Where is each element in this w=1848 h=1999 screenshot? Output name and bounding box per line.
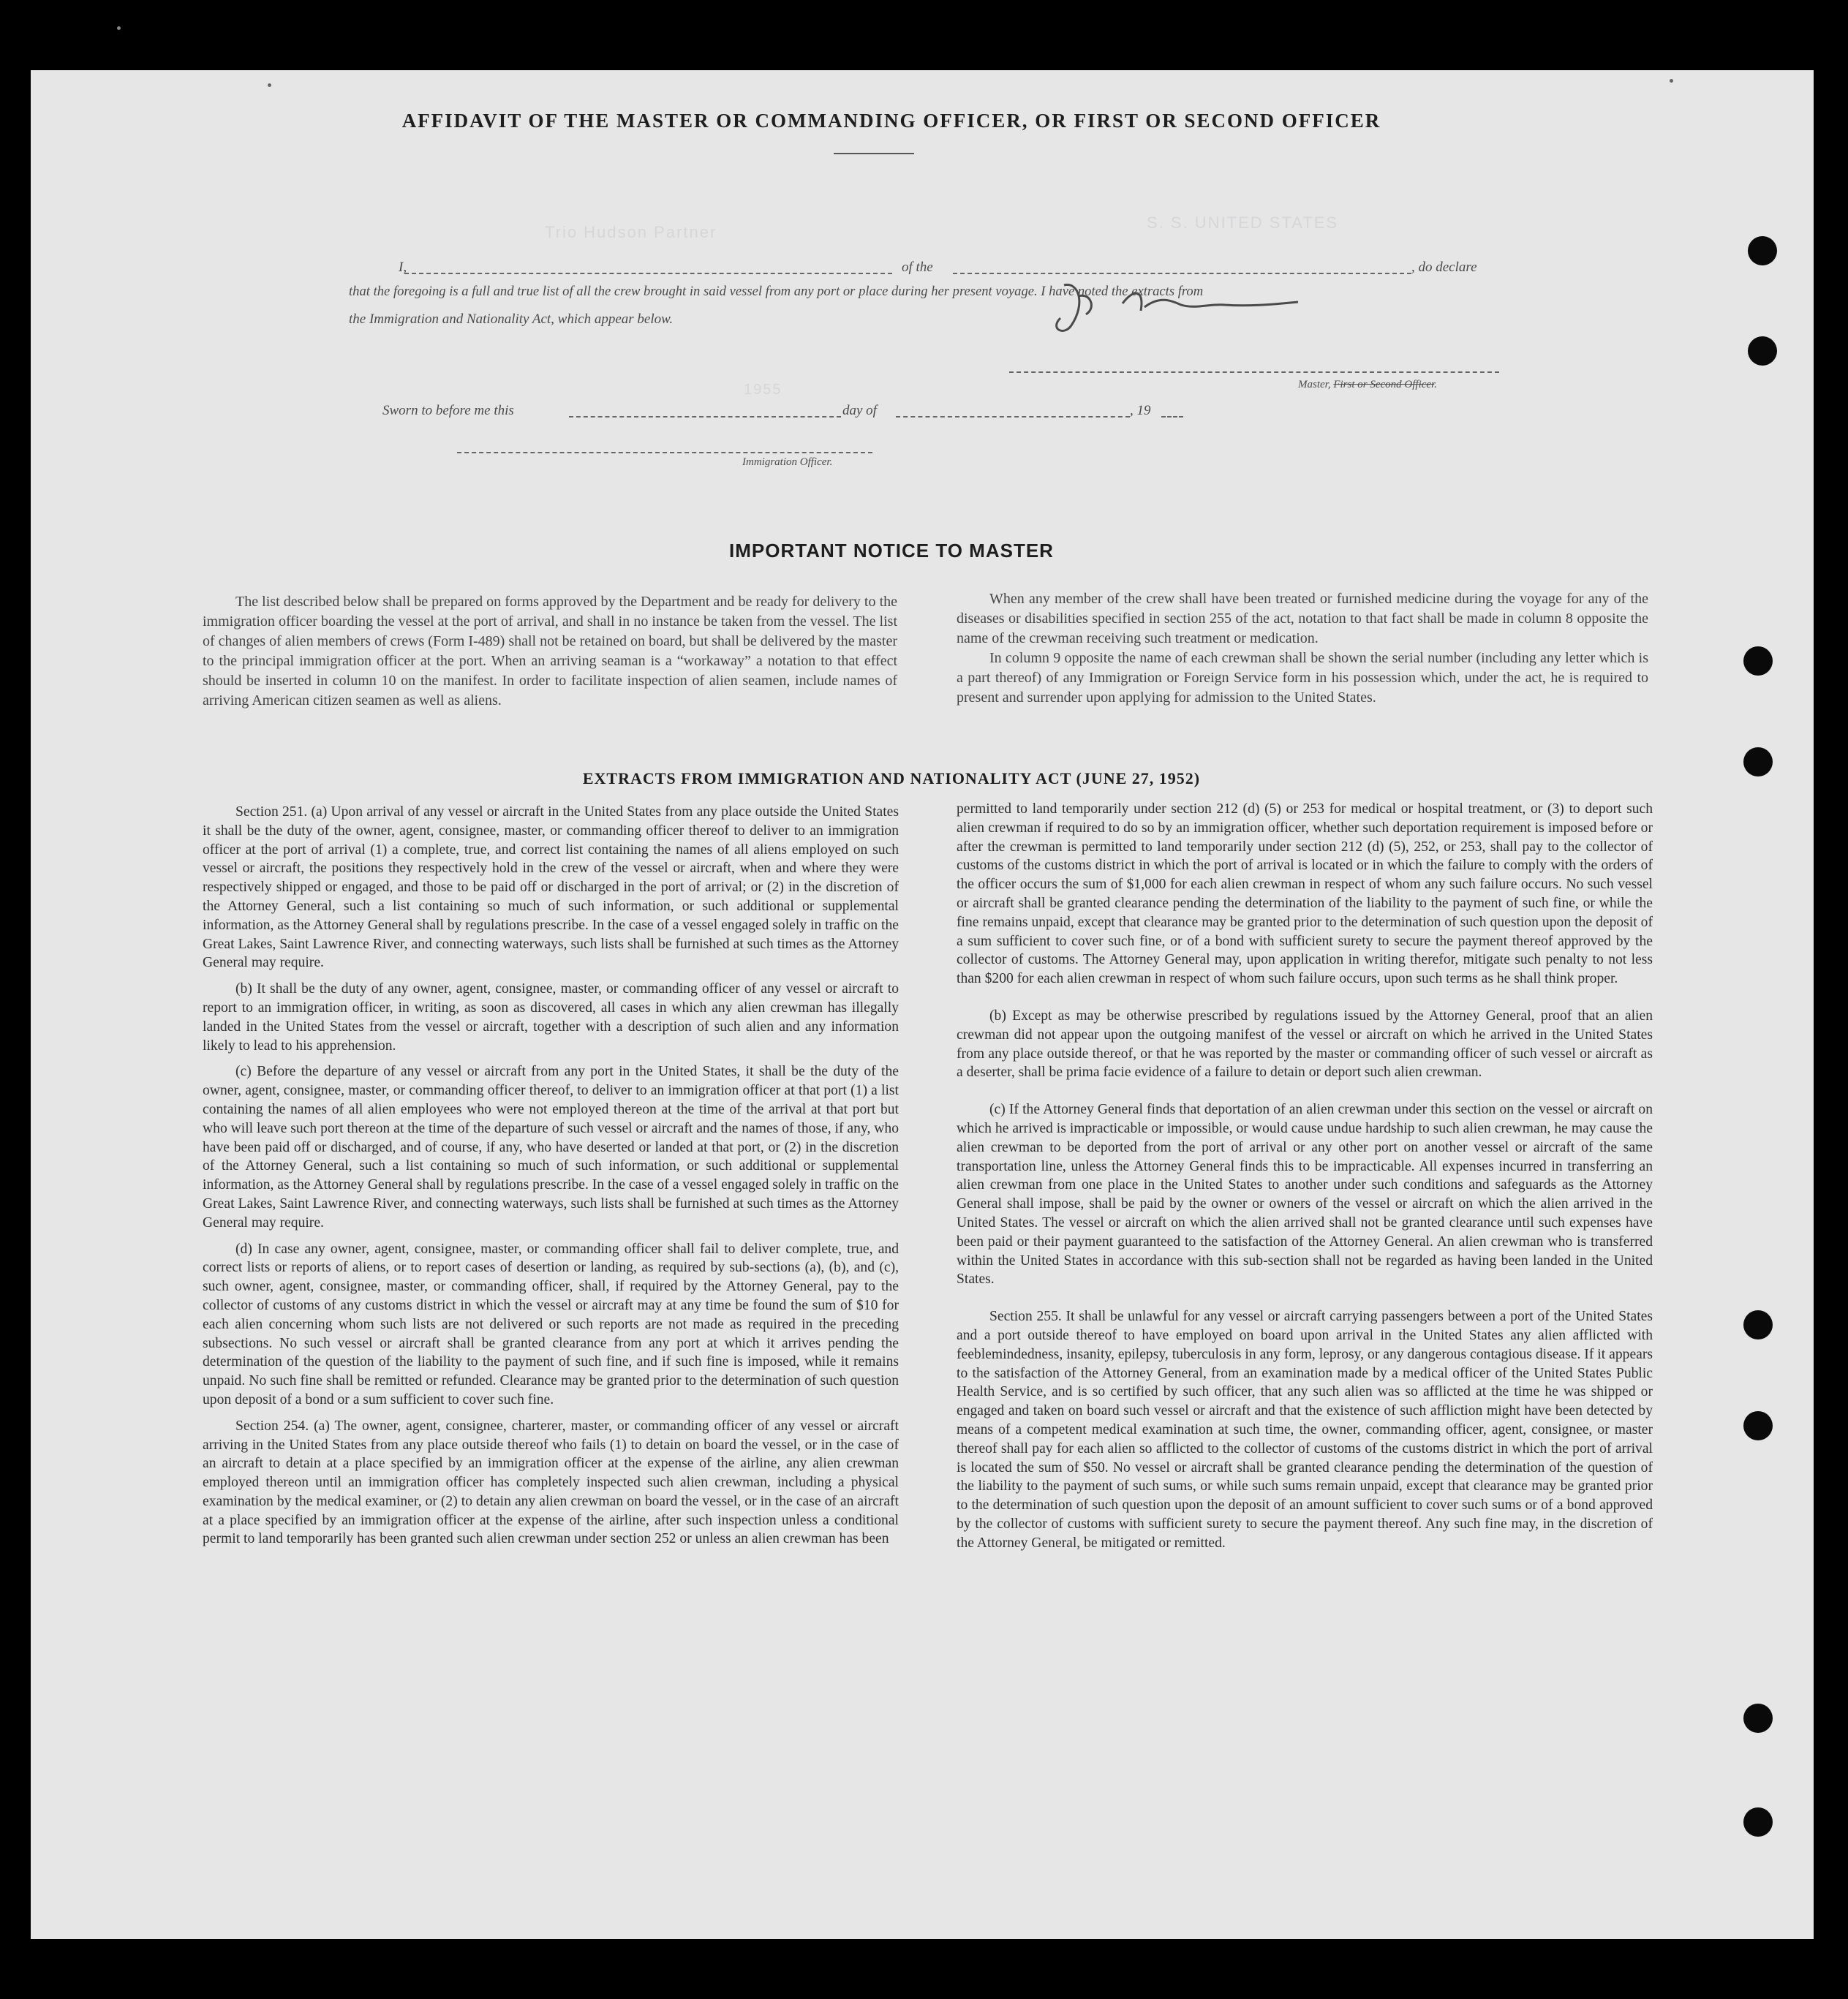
section-255: Section 255. It shall be unlawful for any vessel or aircraft carrying passengers between a port of the United States and a port outside thereof to have employed on board upon arrival in the United States any alien afflicted with feeblemindedness, insanity, epilepsy, tuberculosis in any form, leprosy, or any dangerous contagious disease. If it appears to the satisfaction of the Attorney General, from an examination made by a medical officer of the United States Public Health Service, and is so certified by such officer, that any such alien was so afflicted at the time he was shipped or engaged and taken on board such vessel or aircraft and that the existence of such affliction might have been detected by means of a competent medical examination at such time, the owner, commanding officer, agent, consignee, or master thereof shall pay for each alien so afflicted to the collector of customs of the customs district in which the port of arrival is located the sum of $50. No vessel or aircraft shall be granted clearance pending the determination of the question of the liability to the payment of such sums, or while such sums remain unpaid, except that clearance may be granted prior to the determination of such question upon the deposit of an amount sufficient to cover such sums or of a bond approved by the collector of customs with sufficient surety to secure the payment thereof. Any such fine may, in the discretion of the Attorney General, be mitigated or remitted. [957, 1309, 1653, 1551]
notice-right-paragraph-1: When any member of the crew shall have been treated or furnished medicine during the voyage for any of the diseases or disabilities specified in section 255 of the act, notation to that fact shall be made in column 8 opposite the name of the crewman receiving such treatment or medication. [957, 591, 1648, 646]
extracts-heading: EXTRACTS FROM IMMIGRATION AND NATIONALITY ACT (JUNE 27, 1952) [582, 769, 1201, 787]
extracts-left-column [203, 803, 899, 1556]
declaration-do-declare: , do declare [1411, 260, 1477, 275]
notice-left-column [203, 592, 897, 711]
master-signature [1035, 274, 1313, 340]
immigration-officer-line [457, 452, 872, 453]
faded-year-stamp: 1955 [744, 382, 782, 398]
declaration-of-the: of the [902, 260, 933, 275]
punch-hole [1743, 747, 1773, 776]
faded-stamp-left: Trio Hudson Partner [545, 223, 717, 241]
master-caption [1298, 379, 1437, 391]
immigration-officer-label: Immigration Officer. [742, 456, 833, 468]
scan-speck [268, 83, 271, 87]
punch-hole [1748, 236, 1777, 265]
scan-speck [117, 26, 121, 30]
master-signature-line [1009, 371, 1499, 373]
punch-hole [1743, 1807, 1773, 1837]
scan-speck [1670, 79, 1673, 83]
section-251-c: (c) Before the departure of any vessel or aircraft from any port in the United States, it shall be the duty of the owner, agent, consignee, master, or commanding officer thereof, to deliver to an immigration officer at that port (1) a list containing the names of all alien employees who were not employed thereon at the time of the arrival at that port but who will leave such port thereon at the time of the departure of such vessel or aircraft and the names of those, if any, who have been paid off or discharged, and of course, if any, who have deserted or landed at that port, or (2) in the discretion of the Attorney General, such a list containing so much of such information, or such additional or supplemental information, as the Attorney General shall by regulations prescribe. In the case of a vessel engaged solely in traffic on the Great Lakes, Saint Lawrence River, and connecting waterways, such lists shall be furnished at such times as the Attorney General may require. [203, 1064, 899, 1231]
month-line [896, 416, 1130, 417]
master-caption-text: Master, [1298, 379, 1331, 390]
day-of-label: day of [842, 403, 877, 418]
section-251-b: (b) It shall be the duty of any owner, agent, consignee, master, or commanding officer of any vessel or aircraft to report to an immigration officer, in writing, as soon as discovered, all cases in which any alien crewman has illegally landed in the United States from the vessel or aircraft, together with a description of such alien and any information likely to lead to his apprehension. [203, 981, 899, 1054]
sworn-label: Sworn to before me this [382, 403, 514, 418]
section-251-a: Section 251. (a) Upon arrival of any vessel or aircraft in the United States from any place outside the United States it shall be the duty of the owner, agent, consignee, master, or commanding officer thereof to deliver to an immigration officer at the port of arrival (1) a complete, true, and correct list containing the names of all aliens employed on such vessel or aircraft, the positions they respectively hold in the crew of the vessel or aircraft, when and where they were respectively shipped or engaged, and those to be paid off or discharged in the port of arrival; or (2) in the discretion of the Attorney General, such a list containing so much of such information, or such additional or supplemental information, as the Attorney General shall by regulations prescribe. In the case of a vessel engaged solely in traffic on the Great Lakes, Saint Lawrence River, and connecting waterways, such lists shall be furnished at such times as the Attorney General may require. [203, 804, 899, 971]
master-caption-end: . [1434, 379, 1437, 390]
sworn-day-line [569, 416, 841, 417]
section-254-a: Section 254. (a) The owner, agent, consignee, charterer, master, or commanding officer of any vessel or aircraft arriving in the United States from any place outside thereof who fails (1) to detain on board the vessel, or in the case of an aircraft to detain at a place specified by an immigration officer at the expense of the airline, any alien crewman employed thereon until an immigration officer has completely inspected such alien crewman, including a physical examination by the medical examiner, or (2) to detain any alien crewman on board the vessel, or in the case of an aircraft at a place specified by an immigration officer at the expense of the airline, after such inspection unless a conditional permit to land temporarily has been granted such alien crewman under section 252 or unless an alien crewman has been [203, 1418, 899, 1547]
faded-stamp-right: S. S. UNITED STATES [1147, 213, 1339, 232]
title-divider [834, 153, 914, 154]
section-254-c: (c) If the Attorney General finds that deportation of an alien crewman under this section on the vessel or aircraft on which he arrived is impracticable or impossible, or would cause undue hardship to such alien crewman, he may cause the alien crewman to be deported from the port of arrival or any other port on another vessel or aircraft of the same transportation line, unless the Attorney General finds this to be impracticable. All expenses incurred in transferring an alien crewman from one place in the United States to another under such conditions and safeguards as the Attorney General shall impose, shall be paid by the owner or owners of the vessel or aircraft on which the alien arrived in the United States. The vessel or aircraft on which the alien arrived shall not be granted clearance until such expenses have been paid or their payment guaranteed to the satisfaction of the Attorney General. An alien crewman who is transferred within the United States in accordance with this sub-section shall not be regarded as having been landed in the United States. [957, 1102, 1653, 1288]
declaration-i: I, [399, 260, 407, 275]
extracts-right-column [957, 800, 1653, 1560]
punch-hole [1748, 336, 1777, 366]
notice-right-column [957, 589, 1648, 708]
notice-right-paragraph-2: In column 9 opposite the name of each crewman shall be shown the serial number (including any letter which is a part thereof) of any Immigration or Foreign Service form in his possession which, under the act, he is required to present and surrender upon applying for admission to the United States. [957, 650, 1648, 706]
punch-hole [1743, 1704, 1773, 1733]
year-line [1161, 416, 1183, 417]
section-254-a-continued: permitted to land temporarily under section 212 (d) (5) or 253 for medical or hospital treatment, or (3) to deport such alien crewman if required to do so by an immigration officer, whether such deportation requirement is imposed before or after the crewman is permitted to land temporarily under section 212 (d) (5), 252, or 253, shall pay to the collector of customs of the customs district in which the port of arrival is located or in which the failure to comply with the orders of the officer occurs the sum of $1,000 for each alien crewman in respect of whom any such failure occurs. No such vessel or aircraft shall be granted clearance pending the determination of the liability to the payment of such fine, or while the fine remains unpaid, except that clearance may be granted prior to the determination of such question upon the deposit of a sum sufficient to cover such fine, or of a bond with sufficient surety to secure the payment thereof approved by the collector of customs. The Attorney General may, upon application in writing therefor, mitigate such penalty to not less than $200 for each alien crewman in respect of whom such failure occurs, upon such terms as he shall think proper. [957, 801, 1653, 987]
affidavit-title: AFFIDAVIT OF THE MASTER OR COMMANDING OFFICER, OR FIRST OR SECOND OFFICER [401, 110, 1381, 132]
declaration-line-2: that the foregoing is a full and true list of all the crew brought in said vessel from any port or place during her present voyage. I have noted the extracts from [349, 284, 1204, 299]
punch-hole [1743, 1411, 1773, 1440]
punch-hole [1743, 646, 1773, 676]
notice-left-paragraph: The list described below shall be prepared on forms approved by the Department and be ready for delivery to the immigration officer boarding the vessel at the port of arrival, and shall in no instance be taken from the vessel. The list of changes of alien members of crews (Form I-489) shall not be retained on board, but shall be delivered by the master to the principal immigration officer at the port. When an arriving seaman is a “workaway” a notation to that effect should be inserted in column 10 on the manifest. In order to facilitate inspection of alien seamen, include names of arriving American citizen seamen as well as aliens. [203, 594, 897, 708]
punch-hole [1743, 1310, 1773, 1339]
section-251-d: (d) In case any owner, agent, consignee, master, or commanding officer shall fail to deliver complete, true, and correct lists or reports of aliens, or to report cases of desertion or landing, as required by sub-sections (a), (b), and (c), such owner, agent, consignee, master, or commanding officer, shall, if required by the Attorney General, pay to the collector of customs of any customs district in which the vessel or aircraft may at any time be found the sum of $10 for each alien concerning whom such lists are not delivered or such reports are not made as required in the preceding subsections. No such vessel or aircraft shall be granted clearance from any port at which it arrives pending the determination of the question of the liability to the payment of such fine, and if such fine is imposed, while it remains unpaid. No such fine shall be remitted or refunded. Clearance may be granted prior to the determination of such question upon deposit of a bond or a sum sufficient to cover such fine. [203, 1241, 899, 1407]
year-prefix: , 19 [1130, 403, 1151, 418]
notice-heading: IMPORTANT NOTICE TO MASTER [729, 540, 1054, 562]
struck-officer-text: First or Second Officer [1333, 379, 1435, 390]
section-254-b: (b) Except as may be otherwise prescribed by regulations issued by the Attorney General, proof that an alien crewman did not appear upon the outgoing manifest of the vessel or aircraft on which he arrived in the United States from any place outside thereof, or that he was reported by the master or commanding officer of such vessel or aircraft as a deserter, shall be prima facie evidence of a failure to detain or deport such alien crewman. [957, 1008, 1653, 1081]
name-blank-line [404, 273, 892, 274]
declaration-line-3: the Immigration and Nationality Act, which appear below. [349, 311, 674, 327]
